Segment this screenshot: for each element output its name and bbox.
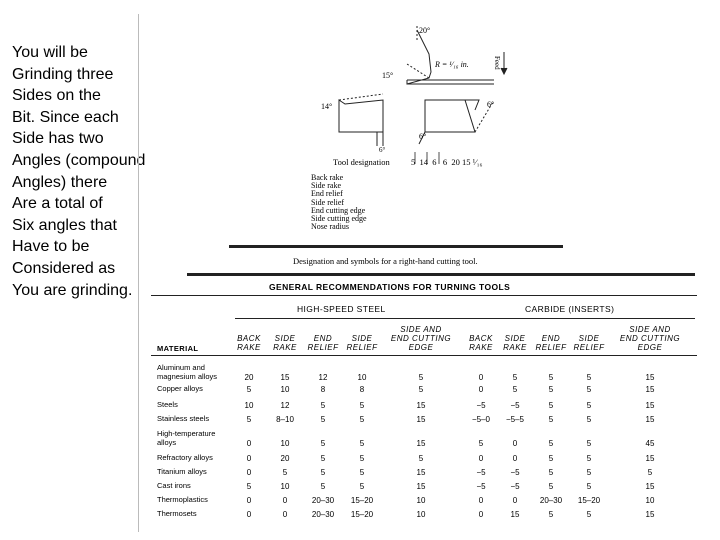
table-row-material: Refractory alloys xyxy=(157,453,213,462)
table-cell: 15–20 xyxy=(350,496,374,505)
table-row-material: Steels xyxy=(157,400,178,409)
designation-side-cutting-edge: Side cutting edge xyxy=(311,214,367,224)
table-cell: 0 xyxy=(478,373,484,382)
col-hss-back-rake: BACK RAKE xyxy=(237,334,261,352)
scanned-tool-figure-and-table xyxy=(138,14,698,532)
table-cell: 5 xyxy=(359,468,365,477)
nose-radius-label: R = ¹⁄₁₆ in. xyxy=(435,60,469,69)
col-carbide-side-relief: SIDE RELIEF xyxy=(573,334,605,352)
table-cell: 10 xyxy=(416,496,426,505)
angle-15-label: 15° xyxy=(382,71,394,80)
table-cell: 5 xyxy=(320,482,326,491)
table-cell: 10 xyxy=(244,401,254,410)
table-cell: 15 xyxy=(645,401,655,410)
table-cell: 20–30 xyxy=(311,510,335,519)
table-cell: 5 xyxy=(320,468,326,477)
table-cell: 15 xyxy=(645,454,655,463)
col-carbide-cutting-edge: SIDE AND END CUTTING EDGE xyxy=(619,325,681,352)
table-cell: 0 xyxy=(478,496,484,505)
table-cell: 5 xyxy=(359,415,365,424)
table-cell: 8 xyxy=(320,385,326,394)
table-cell: 20–30 xyxy=(311,496,335,505)
table-cell: 15 xyxy=(645,415,655,424)
feed-label: Feed xyxy=(493,56,501,70)
table-cell: 0 xyxy=(246,439,252,448)
table-cell: 15 xyxy=(645,385,655,394)
table-cell: 5 xyxy=(512,373,518,382)
table-cell: 5 xyxy=(548,373,554,382)
table-cell: 5 xyxy=(586,482,592,491)
table-cell: 0 xyxy=(246,468,252,477)
col-hss-end-relief: END RELIEF xyxy=(307,334,339,352)
designation-end-relief: End relief xyxy=(311,189,343,199)
table-cell: 15 xyxy=(416,468,426,477)
table-row-material: High-temperature alloys xyxy=(157,429,216,447)
table-cell: 12 xyxy=(318,373,328,382)
table-cell: 15–20 xyxy=(350,510,374,519)
table-cell: 5 xyxy=(359,454,365,463)
table-cell: 8–10 xyxy=(276,415,294,424)
table-cell: 0 xyxy=(246,496,252,505)
table-cell: 5 xyxy=(548,401,554,410)
angle-6-end-label: 6° xyxy=(419,132,427,141)
table-cell: −5 xyxy=(510,468,520,477)
table-cell: 5 xyxy=(586,373,592,382)
table-cell: 10 xyxy=(280,482,290,491)
group-header-hss: HIGH-SPEED STEEL xyxy=(297,304,386,314)
designation-nose-radius: Nose radius xyxy=(311,222,349,232)
table-row-material: Copper alloys xyxy=(157,384,203,393)
tool-designation-label: Tool designation xyxy=(333,157,390,167)
designation-end-cutting-edge: End cutting edge xyxy=(311,205,366,215)
table-cell: 12 xyxy=(280,401,290,410)
table-cell: 5 xyxy=(548,415,554,424)
table-cell: 10 xyxy=(280,385,290,394)
table-cell: 0 xyxy=(246,510,252,519)
angle-6-top-label: 6° xyxy=(487,100,495,109)
table-cell: −5 xyxy=(476,468,486,477)
table-cell: 15 xyxy=(280,373,290,382)
col-carbide-back-rake: BACK RAKE xyxy=(469,334,493,352)
table-cell: 5 xyxy=(586,401,592,410)
table-cell: 5 xyxy=(478,439,484,448)
table-cell: 0 xyxy=(246,454,252,463)
material-column-header: MATERIAL xyxy=(157,344,199,353)
table-cell: 5 xyxy=(418,454,424,463)
table-cell: 5 xyxy=(586,439,592,448)
table-row-material: Thermoplastics xyxy=(157,495,208,504)
table-cell: 15–20 xyxy=(577,496,601,505)
table-cell: −5–5 xyxy=(505,415,525,424)
group-header-carbide: CARBIDE (INSERTS) xyxy=(525,304,615,314)
table-row-material: Stainless steels xyxy=(157,414,210,423)
table-cell: 5 xyxy=(548,468,554,477)
tool-designation-values: 5 14 6 6 20 15 ¹⁄₁₆ xyxy=(411,157,483,167)
table-cell: 5 xyxy=(647,468,653,477)
table-cell: 20 xyxy=(280,454,290,463)
table-cell: 5 xyxy=(586,454,592,463)
col-carbide-side-rake: SIDE RAKE xyxy=(503,334,527,352)
col-carbide-end-relief: END RELIEF xyxy=(535,334,567,352)
table-cell: 0 xyxy=(282,510,288,519)
table-cell: 5 xyxy=(548,482,554,491)
table-row-material: Thermosets xyxy=(157,509,197,518)
table-cell: 5 xyxy=(512,385,518,394)
table-cell: 0 xyxy=(282,496,288,505)
table-cell: 15 xyxy=(645,510,655,519)
table-cell: 20 xyxy=(244,373,254,382)
table-row-material: Cast irons xyxy=(157,481,191,490)
angle-20-label: 20° xyxy=(419,26,431,35)
table-cell: 5 xyxy=(586,468,592,477)
table-cell: 15 xyxy=(645,373,655,382)
table-row-material: Aluminum and magnesium alloys xyxy=(157,363,218,381)
table-cell: 5 xyxy=(548,454,554,463)
table-cell: 5 xyxy=(548,510,554,519)
designation-back-rake: Back rake xyxy=(311,173,344,182)
table-cell: 5 xyxy=(320,454,326,463)
table-cell: 10 xyxy=(280,439,290,448)
table-cell: 5 xyxy=(548,439,554,448)
table-cell: 0 xyxy=(512,496,518,505)
table-cell: 15 xyxy=(645,482,655,491)
table-cell: 45 xyxy=(645,439,655,448)
table-cell: 5 xyxy=(418,373,424,382)
table-cell: 0 xyxy=(512,439,518,448)
table-cell: 5 xyxy=(246,415,252,424)
designation-side-rake: Side rake xyxy=(311,181,341,191)
table-cell: 5 xyxy=(548,385,554,394)
angle-6-side-label: 6° xyxy=(379,146,386,154)
col-hss-side-relief: SIDE RELIEF xyxy=(346,334,378,352)
table-cell: 5 xyxy=(246,482,252,491)
angle-14-label: 14° xyxy=(321,102,333,111)
col-hss-side-rake: SIDE RAKE xyxy=(273,334,297,352)
table-cell: −5–0 xyxy=(471,415,491,424)
table-cell: 0 xyxy=(512,454,518,463)
table-cell: −5 xyxy=(510,401,520,410)
table-cell: 8 xyxy=(359,385,365,394)
table-cell: −5 xyxy=(476,401,486,410)
table-cell: 0 xyxy=(478,454,484,463)
table-body xyxy=(139,14,699,532)
table-cell: 0 xyxy=(478,385,484,394)
table-title: GENERAL RECOMMENDATIONS FOR TURNING TOOLS xyxy=(269,282,511,292)
table-cell: 5 xyxy=(359,401,365,410)
table-cell: 0 xyxy=(478,510,484,519)
table-cell: 15 xyxy=(416,415,426,424)
table-cell: 15 xyxy=(416,439,426,448)
table-cell: 5 xyxy=(586,385,592,394)
table-cell: −5 xyxy=(476,482,486,491)
table-cell: 5 xyxy=(246,385,252,394)
table-cell: 5 xyxy=(320,439,326,448)
table-cell: 10 xyxy=(645,496,655,505)
table-cell: 5 xyxy=(586,510,592,519)
table-cell: 15 xyxy=(510,510,520,519)
slide-caption: You will be Grinding three Sides on the Bit. Since each Side has two Angles (compound Angles) there Are a total of Six angles that Have to be Considered as You are grinding. xyxy=(12,44,146,299)
table-cell: 5 xyxy=(320,415,326,424)
table-cell: 5 xyxy=(359,439,365,448)
table-cell: 15 xyxy=(416,482,426,491)
designation-side-relief: Side relief xyxy=(311,197,345,207)
table-row-material: Titanium alloys xyxy=(157,467,207,476)
table-cell: −5 xyxy=(510,482,520,491)
table-cell: 5 xyxy=(586,415,592,424)
table-cell: 20–30 xyxy=(539,496,563,505)
table-cell: 10 xyxy=(357,373,367,382)
table-cell: 15 xyxy=(416,401,426,410)
table-cell: 5 xyxy=(359,482,365,491)
table-cell: 5 xyxy=(418,385,424,394)
table-cell: 5 xyxy=(320,401,326,410)
table-cell: 5 xyxy=(282,468,288,477)
figure-caption: Designation and symbols for a right-hand cutting tool. xyxy=(293,256,478,266)
table-cell: 10 xyxy=(416,510,426,519)
col-hss-cutting-edge: SIDE AND END CUTTING EDGE xyxy=(390,325,452,352)
